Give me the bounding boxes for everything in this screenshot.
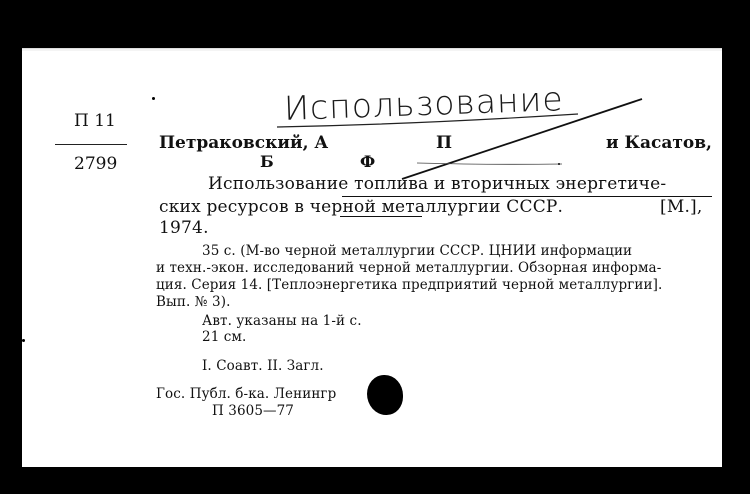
author-surname: Петраковский, А: [159, 133, 329, 153]
order-number: П 3605—77: [212, 403, 294, 419]
title-line-3: 1974.: [159, 218, 209, 238]
initial-f: Ф: [360, 152, 376, 171]
author-patronymic-initial: П: [436, 133, 453, 153]
speck: [558, 163, 560, 165]
description-line-1: 35 с. (М-во черной металлургии СССР. ЦНИИ информации: [202, 243, 633, 259]
title-line-1: Использование топлива и вторичных энергетиче-: [208, 174, 667, 194]
title-line-2: ских ресурсов в черной металлургии СССР.: [159, 197, 564, 217]
place-of-publication: [М.],: [660, 197, 703, 217]
description-line-2: и техн.-экон. исследований черной металлургии. Обзорная информа-: [156, 260, 662, 276]
description-line-3: ция. Серия 14. [Теплоэнергетика предприятий черной металлургии].: [156, 277, 663, 293]
classmark: П 11: [74, 111, 116, 131]
ink-blot: [367, 375, 403, 415]
coauthor-name: и Касатов,: [606, 133, 712, 153]
tracings: I. Соавт. II. Загл.: [202, 358, 324, 374]
note-authors: Авт. указаны на 1-й с.: [202, 313, 362, 329]
classmark-divider: [55, 144, 127, 145]
speck: [152, 97, 155, 100]
author-underline-stroke: [417, 163, 562, 164]
call-number: 2799: [74, 154, 118, 174]
initial-b: Б: [260, 152, 274, 171]
speck: [22, 339, 25, 342]
library-stamp-text: Гос. Публ. б-ка. Ленингр: [156, 386, 337, 402]
handwritten-note: Использование: [283, 79, 565, 128]
catalog-card: [22, 48, 722, 467]
title-underline-2: [340, 216, 422, 217]
note-size: 21 см.: [202, 329, 247, 345]
description-line-4: Вып. № 3).: [156, 294, 231, 310]
